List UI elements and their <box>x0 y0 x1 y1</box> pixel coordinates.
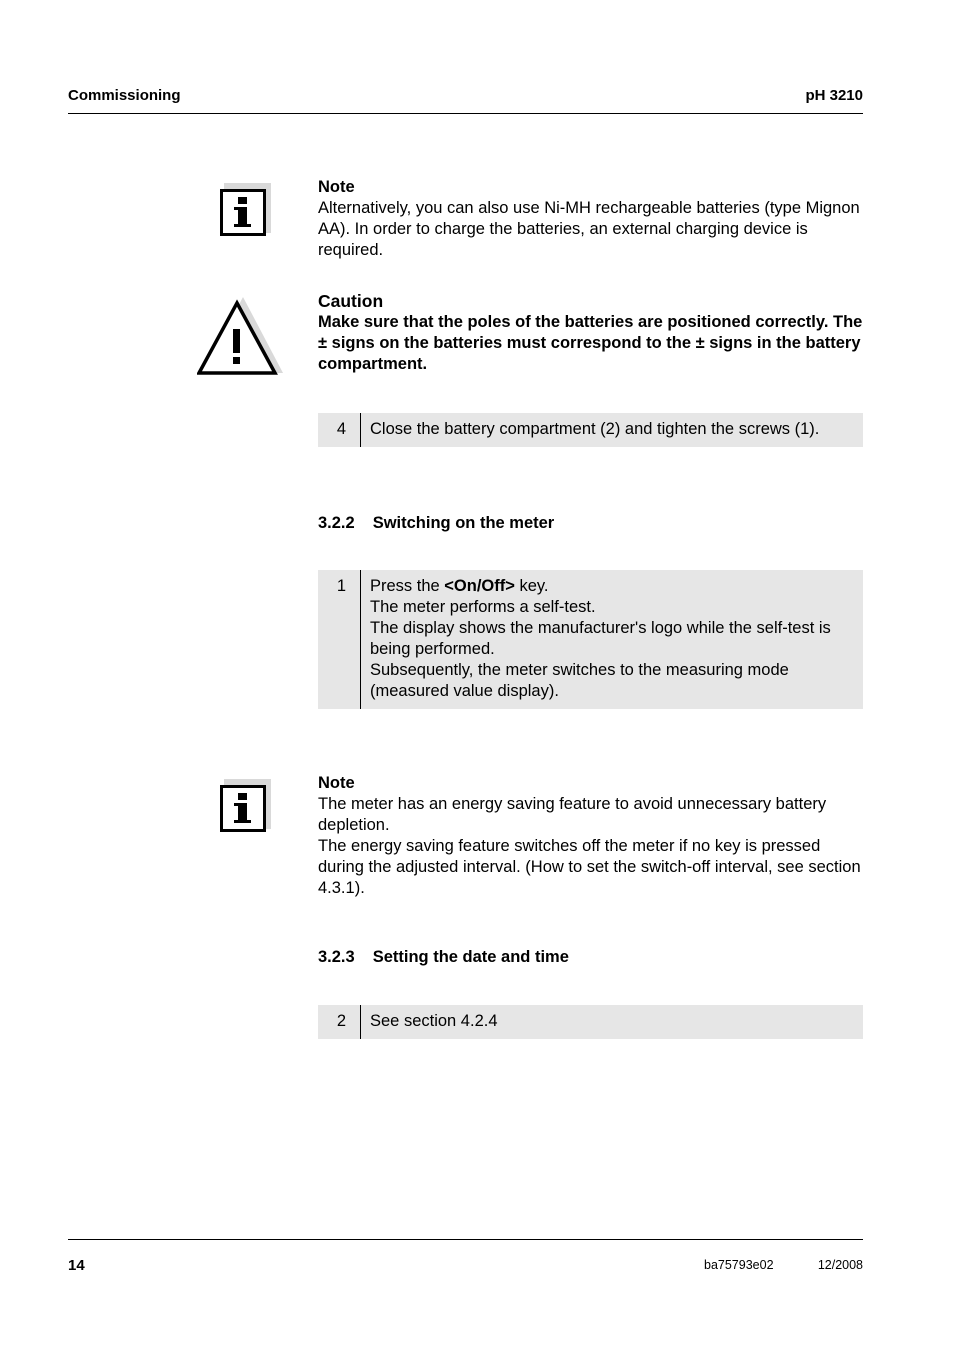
note-title: Note <box>318 178 355 196</box>
caution-text: Make sure that the poles of the batteries are positioned correctly. The ± signs on the batteries must correspond to the ± signs in the battery compartment. <box>318 313 863 373</box>
section-title: Switching on the meter <box>372 514 555 532</box>
warning-icon <box>197 297 283 382</box>
caution-title: Caution <box>318 291 384 311</box>
footer-divider <box>68 1239 863 1240</box>
note-block-2 <box>318 773 866 899</box>
step-line: The meter performs a self-test. <box>370 598 596 616</box>
step-number: 2 <box>318 1005 361 1039</box>
header-divider <box>68 113 863 114</box>
note-block-1 <box>318 177 866 261</box>
step-text-part: key. <box>514 577 549 595</box>
step-text-part: Press the <box>370 577 445 595</box>
step-row-4 <box>318 413 863 447</box>
step-line: Subsequently, the meter switches to the measuring mode (measured value display). <box>370 661 789 700</box>
on-off-key-label: <On/Off> <box>444 577 515 595</box>
step-number: 4 <box>318 413 361 447</box>
document-id: ba75793e02 <box>704 1258 774 1272</box>
page-number: 14 <box>68 1257 85 1274</box>
note-text: The energy saving feature switches off the meter if no key is pressed during the adjusted interval. (How to set the switch-off interval, see section 4.3.1). <box>318 837 861 897</box>
step-line: The display shows the manufacturer's logo while the self-test is being performed. <box>370 619 831 658</box>
section-number: 3.2.3 <box>318 948 355 966</box>
step-text: Close the battery compartment (2) and tighten the screws (1). <box>370 420 820 438</box>
section-title: Setting the date and time <box>372 948 569 966</box>
section-heading-3-2-2 <box>318 514 554 533</box>
step-row-1 <box>318 570 863 709</box>
note-title: Note <box>318 774 355 792</box>
section-number: 3.2.2 <box>318 514 355 532</box>
step-row-2 <box>318 1005 863 1039</box>
step-text: See section 4.2.4 <box>370 1012 498 1030</box>
info-icon <box>219 183 271 244</box>
note-text: Alternatively, you can also use Ni-MH rechargeable batteries (type Mignon AA). In order to charge the batteries, an external charging device is required. <box>318 199 860 259</box>
info-icon <box>219 779 271 840</box>
header-section-title: Commissioning <box>68 87 181 104</box>
caution-block <box>318 290 866 375</box>
note-text: The meter has an energy saving feature to avoid unnecessary battery depletion. <box>318 795 827 834</box>
header-product-name: pH 3210 <box>805 87 863 104</box>
step-text <box>361 570 852 709</box>
section-heading-3-2-3 <box>318 948 569 967</box>
step-number: 1 <box>318 570 361 709</box>
document-date: 12/2008 <box>817 1258 863 1272</box>
